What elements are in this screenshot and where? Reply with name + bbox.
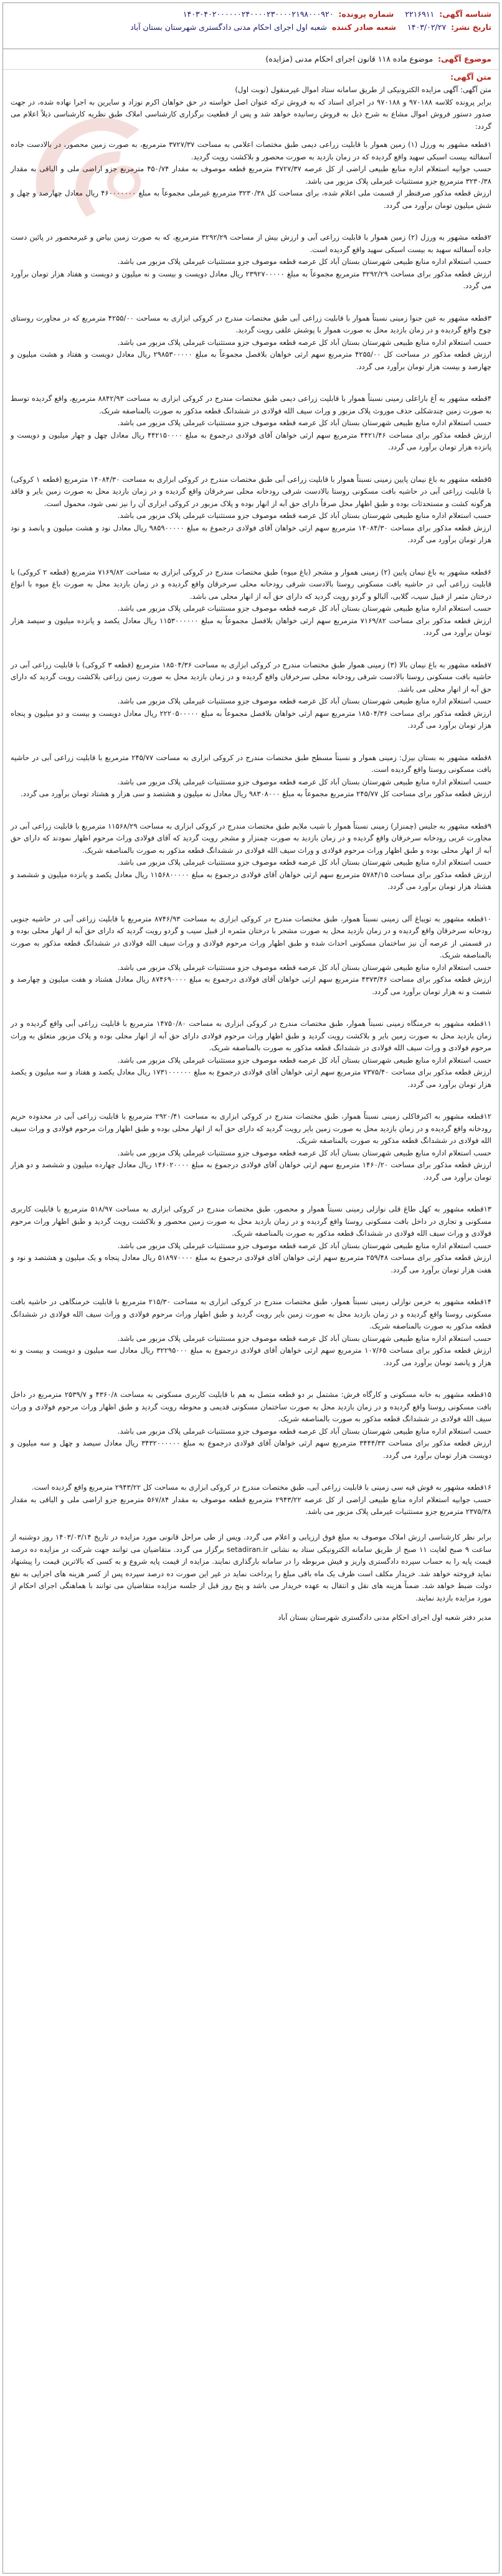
item-valuation: ارزش قطعه مذکور برای مساحت ۲۵۹/۴۸ مترمربع سهم ارثی خواهان آقای فولادی درجموع به مبلغ ۵۱۸۹۷۰۰۰۰ ریال معادل پنجاه و یک میلیون و هشتصد و نود و هفت هزار تومان برآورد می گردد. — [11, 1253, 491, 1274]
land-item-4 — [11, 393, 491, 454]
subject-value: موضوع ماده ۱۱۸ قانون اجرای احکام مدنی (مزایده) — [265, 54, 433, 63]
item-valuation: ارزش قطعه مذکور برای مساحت ۵۷۸۴/۱۵ مترمربع سهم ارثی خواهان آقای فولادی درجموع به مبلغ ۱۱۵۶۸۰۰۰۰۰ ریال معادل یکصد و پانزده میلیون و ششصد و هشتاد هزار تومان برآورد می گردد. — [11, 870, 491, 891]
item-description: ۴قطعه مشهور به آغ باراعلی زمینی نسبتاً هموار با قابلیت زراعی دیمی طبق مختصات مندرج در کروکی ابزاری به مساحت ۸۸۴۲/۹۳ مترمربع، واقع گردیده توسط به صورت زمین چندشکلی حذف موروث پلاک مزبور و وراث سیف الله فولادی در ششدانگ قطعه مذکور به صورت بالمناصفه شریک. — [11, 394, 492, 415]
item-inquiry: حسب استعلام اداره منابع طبیعی شهرستان بستان آباد کل عرصه قطعه موصوف جزو مستثنیات غیرملی پلاک مزبور می باشد. — [117, 1148, 491, 1157]
land-item-8 — [11, 752, 491, 801]
item-description: ۱قطعه مشهور به ورزل (۱) زمین هموار با قابلیت زراعی دیمی طبق مختصات اعلامی به مساحت ۳۷۲۷/۳۷ مترمربع، به صورت زمین محصور، در بالادست جاده آسفالته بیست اسبکی سهید واقع گردیده که در زمان بازدید به صورت محصور و بلاکشت رویت گردید. — [11, 140, 491, 161]
text-label-line — [3, 70, 499, 82]
item-inquiry: حسب استعلام اداره منابع طبیعی شهرستان بستان آباد کل عرصه قطعه موصوف جزو مستثنیات غیرملی پلاک مزبور می باشد. — [117, 858, 491, 867]
item-description: ۱۳قطعه مشهور به کهل طاغ قلی نوازلی زمینی نسبتاً هموار و محصور، طبق مختصات مندرج در کروکی ابزاری به مساحت ۵۱۸/۹۷ مترمربع با قابلیت کاربری مسکونی و تجاری در داخل بافت مسکونی روستا واقع گردیده و در زمان بازدید محل به صورت زمین محصور و بلاکشت رویت گردید و طبق اظهار وراث مرحوم فولادی و وراث سیف الله فولادی در ششدانگ قطعه مذکور به صورت بالمناصفه شریک. — [11, 1205, 491, 1238]
land-item-10 — [11, 913, 491, 999]
land-item-3 — [11, 313, 491, 374]
land-item-15 — [11, 1389, 491, 1462]
tracking-label: شماره پرونده: — [338, 9, 394, 19]
publish-date-label: تاریخ نشر: — [451, 22, 491, 32]
item-inquiry: حسب استعلام اداره منابع طبیعی شهرستان بستان آباد کل عرصه قطعه موصوف جزو مستثنیات غیرملی پلاک مزبور می باشد. — [117, 511, 491, 520]
land-item-1 — [11, 139, 491, 212]
item-inquiry: حسب استعلام اداره منابع طبیعی شهرستان بستان آباد کل عرصه قطعه موصوف جزو مستثنیات غیرملی پلاک مزبور می باشد. — [117, 1055, 491, 1065]
item-description: ۲قطعه مشهور به ورزل (۲) زمین هموار با قابلیت زراعی آبی و ارزش بیش از مساحت ۳۲۹۲/۲۹ مترمربع، که به صورت زمین بیاض و غیرمحصور در پائین دست جاده آسفالته سهید به بیست اسبکی سهید واقع گردیده است. — [11, 233, 491, 254]
item-inquiry: حسب استعلام اداره منابع طبیعی شهرستان بستان آباد کل عرصه قطعه موصوف جزو مستثنیات غیرملی پلاک مزبور می باشد. — [117, 697, 491, 705]
land-item-13 — [11, 1203, 491, 1276]
item-description: ۷قطعه مشهور به باغ نیمان بالا (۳) زمینی هموار طبق مختصات مندرج در کروکی ابزاری به مساحت ۱۸۵۰۴/۳۶ مترمربع (قطعه ۳ کروکی) با قابلیت زراعی آبی در حاشیه بافت مسکونی روستا بالادست شرقی رودخانه محلی سرخرقان واقع گردیده و در زمان بازدید محل به صورت زمین زراعی بلاکشت رویت گردید که دارای حق آبه از انهار محلی می باشد. — [11, 660, 491, 693]
issuer — [130, 22, 396, 32]
item-inquiry: حسب استعلام اداره منابع طبیعی شهرستان بستان آباد کل عرصه قطعه موصوف جزو مستثنیات غیرملی پلاک مزبور می باشد. — [117, 604, 491, 613]
land-item-9 — [11, 820, 491, 893]
item-description: ۶قطعه مشهور به باغ نیمان پایین (۲) زمینی هموار و مشجر (باغ میوه) طبق مختصات مندرج در کروکی ابزاری به مساحت ۷۱۶۹/۸۲ مترمربع (قطعه ۲ کروکی) با قابلیت زراعی آبی در حاشیه بافت مسکونی روستا بالادست شرقی رودخانه محلی سرخرقان واقع گردیده و در زمان بازدید محل به صورت باغ میوه با انواع درختان مثمر از قبیل سیب، گلابی، آلبالو و گردو رویت گردید که دارای حق آبه از انهار محلی می باشد. — [11, 567, 492, 601]
issuer-label: شعبه صادر کننده — [331, 22, 397, 32]
item-valuation: ارزش قطعه مذکور در مساحت کل ۴۲۵۵/۰۰ مترمربع سهم ارثی خواهان بلافصل مجموعاً به مبلغ ۲۹۸۵۳۰۰۰۰۰ ریال معادل دویست و هفتاد و هشت میلیون و چهارصد و بیست هزار تومان برآورد می گردد. — [11, 350, 491, 371]
item-inquiry: حسب استعلام اداره منابع طبیعی شهرستان بستان آباد کل عرصه قطعه موصوف جزو مستثنیات غیرملی پلاک مزبور می باشد. — [117, 257, 491, 266]
item-inquiry: حسب استعلام اداره منابع طبیعی شهرستان بستان آباد کل عرصه قطعه موصوف جزو مستثنیات غیرملی پلاک مزبور می باشد. — [117, 337, 491, 347]
item-valuation: ارزش قطعه مذکور برای مساحت ۷۳۷۵/۴۰ مترمربع سهم ارثی خواهان آقای فولادی درجموع به مبلغ ۱۷۳۱۰۰۰۰۰۰ ریال معادل یکصد و هفتاد و سه میلیون و یکصد هزار تومان برآورد می گردد. — [11, 1068, 491, 1089]
land-item-14 — [11, 1296, 491, 1369]
item-description: ۳قطعه مشهور به عین جنوا زمینی نسبتاً هموار با قابلیت زراعی آبی طبق مختصات مندرج در کروکی ابزاری به مساحت ۴۲۵۵/۰۰ مترمربع که در مجاورت روستای چوخ واقع گردیده و در زمان بازدید محل به صورت هموار با پوشش علفی رویت گردید. — [11, 313, 491, 334]
item-inquiry: حسب استعلام اداره منابع طبیعی شهرستان بستان آباد کل عرصه قطعه موصوف جزو مستثنیات غیرملی پلاک مزبور می باشد. — [117, 1241, 491, 1250]
item-inquiry: حسب جوابیه استعلام اداره منابع طبیعی اراضی از کل عرصه ۳۷۲۷/۳۷ مترمربع قطعه موصوف به مقدار ۴۵۰/۷۴ مترمربع جزو اراضی ملی و الباقی به مقدار ۳۲۳۰/۳۸ مترمربع جزو مستثنیات غیرملی پلاک مزبور می باشد. — [11, 164, 491, 186]
ad-id — [405, 9, 491, 19]
ad-id-value: ۲۲۱۶۹۱۱ — [405, 9, 435, 19]
item-valuation: ارزش قطعه مذکور برای مساحت ۴۳۷۳/۴۶ مترمربع سهم ارثی خواهان آقای فولادی درجموع به مبلغ ۸۷۴۶۹۰۰۰۰ ریال معادل هشتاد و هفت میلیون و چهارصد و شصت و نه هزار تومان برآورد می گردد. — [11, 975, 491, 996]
item-description: ۱۰قطعه مشهور به تویباغ آلی زمینی نسبتاً هموار، طبق مختصات مندرج در کروکی ابزاری به مساحت ۸۷۴۶/۹۳ مترمربع با قابلیت زراعی آبی در حاشیه جنوبی رودخانه سرخرقان واقع گردیده و در زمان بازدید محل به صورت مشجر با درختان مثمره از قبیل سیب و گردو رویت گردید که دارای حق آبه از انهار محلی بوده و در قسمتی از عرصه آن نیز ساختمان مسکونی احداث شده و طبق اظهار وراث مرحوم فولادی و وراث سیف الله فولادی در ششدانگ قطعه مذکور به صورت بالمناصفه شریک. — [11, 914, 492, 959]
item-valuation: ارزش قطعه مذکور برای مساحت ۱۸۵۰۴/۳۶ مترمربع سهم ارثی خواهان بلافصل مجموعاً به مبلغ ۲۲۲۰۵۰۰۰۰۰ ریال معادل دویست و بیست و دو میلیون و پنجاه هزار تومان برآورد می گردد. — [11, 708, 491, 730]
item-valuation: ارزش قطعه مذکور برای مساحت ۳۴۴۴/۳۳ مترمربع سهم ارثی خواهان آقای فولادی درجموع به مبلغ ۳۴۳۲۰۰۰۰۰۰ ریال معادل سیصد و چهل و سه میلیون و دویست هزار تومان برآورد می گردد. — [11, 1439, 492, 1460]
issuer-value: شعبه اول اجرای احکام مدنی دادگستری شهرستان بستان آباد — [130, 22, 327, 32]
land-item-12 — [11, 1111, 491, 1183]
item-description: ۹قطعه مشهور به جلیس (چمنزار) زمینی نسبتاً هموار با شیب ملایم طبق مختصات مندرج در کروکی ابزاری به مساحت ۱۱۵۶۸/۲۹ مترمربع با قابلیت زراعی آبی در مجاورت غربی رودخانه سرخرقان واقع گردیده و در زمان بازدید به صورت چمنزار و مشجر رویت گردید که آقای فولادی وراث مرحوم اظهار نمودند که دارای حق آبه از انهار محلی بوده و طبق اظهار وراث مرحوم فولادی و وراث سیف الله فولادی در ششدانگ قطعه مذکور به صورت بالمناصفه شریک. — [11, 821, 491, 855]
closing-paragraph: برابر نظر کارشناسی ارزش املاک موصوف به مبلغ فوق ارزیابی و اعلام می گردد. ویس از طی مراحل قانونی مورد مزایده در تاریخ ۱۴۰۳/۰۳/۱۴ روز دوشنبه از ساعت ۹ صبح لغایت ۱۱ صبح از طریق سامانه الکترونیکی ستاد به نشانی setadiran.ir برگزار می گردد. متقاضیان می توانند جهت شرکت در مزایده ده درصد قیمت پایه را به حساب سپرده دادگستری واریز و فیش مربوطه را در سامانه بارگذاری نمایند. مزایده از قیمت پایه شروع و به کسی که بالاترین قیمت را پیشنهاد نماید فروخته خواهد شد. خریدار مکلف است ظرف یک ماه باقی مبلغ را پرداخت نماید در غیر این صورت ده درصد سپرده پس از کسر هزینه های اجرایی به نفع دولت ضبط خواهد شد. ضمناً هزینه های نقل و انتقال به عهده خریدار می باشد و پنج روز قبل از جلسه مزایده متقاضیان می توانند با هماهنگی اجرای احکام از مورد مزایده بازدید نمایند. — [11, 1533, 491, 1602]
signature-line: مدیر دفتر شعبه اول اجرای احکام مدنی دادگستری شهرستان بستان آباد — [278, 1612, 491, 1622]
item-valuation: ارزش قطعه مذکور برای مساحت ۱۴۶۰/۲۰ مترمربع سهم ارثی خواهان آقای فولادی درجموع به مبلغ ۱۴۶۰۲۰۰۰۰ ریال معادل چهارده میلیون و ششصد و دو هزار تومان برآورد می گردد. — [11, 1160, 491, 1182]
item-description: ۱۴قطعه مشهور به خرمن نوازلی زمینی نسبتاً هموار، طبق مختصات مندرج در کروکی ابزاری به مساحت ۲۱۵/۳۰ مترمربع با قابلیت خرمنگاهی در حاشیه بافت مسکونی روستا واقع گردیده و در زمان بازدید محل به صورت زمین بایر رویت گردید و طبق اظهار وراث مرحوم فولادی و وراث سیف الله فولادی در ششدانگ قطعه مذکور به صورت بالمناصفه شریک. — [11, 1297, 492, 1330]
item-valuation: ارزش قطعه مذکور برای مساحت ۴۴۲۱/۴۶ مترمربع سهم ارثی خواهان آقای فولادی درجموع به مبلغ ۴۴۲۱۵۰۰۰۰ ریال معادل چهل و چهار میلیون و دویست و پانزده هزار تومان برآورد می گردد. — [11, 430, 492, 451]
land-item-2 — [11, 232, 491, 293]
announcement-subject — [3, 49, 499, 70]
land-item-5 — [11, 474, 491, 547]
item-description: ۱۲قطعه مشهور به اکبرفاکلی زمینی نسبتاً هموار، طبق مختصات مندرج در کروکی ابزاری به مساحت ۲۹۲۰/۴۱ مترمربع با قابلیت زراعی آبی در محدوده حریم رودخانه واقع گردیده و در زمان بازدید محل به صورت زمین بایر رویت گردید که دارای حق آبه از انهار محلی بوده و طبق اظهار وراث مرحوم فولادی و وراث سیف الله فولادی در ششدانگ قطعه مذکور به صورت بالمناصفه شریک. — [11, 1112, 492, 1145]
item-inquiry: حسب استعلام اداره منابع طبیعی شهرستان بستان آباد کل عرصه قطعه موصوف جزو مستثنیات غیرملی پلاک مزبور می باشد. — [117, 962, 491, 972]
item-valuation: ارزش قطعه مذکور برای مساحت ۱۴۰۸۴/۳۰ مترمربع سهم ارثی خواهان آقای فولادی درجموع به مبلغ ۹۸۵۹۰۰۰۰۰ ریال معادل نود و هشت میلیون و پانصد و نود هزار تومان برآورد می گردد. — [11, 523, 491, 544]
item-valuation: ارزش قطعه مذکور برای مساحت ۷۱۶۹/۸۲ مترمربع سهم ارثی خواهان بلافصل مجموعاً به مبلغ ۱۱۵۳۰۰۰۰۰۰ ریال معادل یکصد و پانزده میلیون و سیصد هزار تومان برآورد می گردد. — [11, 616, 491, 637]
item-description: ۱۱قطعه مشهور به خرمنگاه زمینی نسبتاً هموار، طبق مختصات مندرج در کروکی ابزاری به مساحت ۱۴۷۵۰/۸۰ مترمربع با قابلیت زراعی آبی واقع گردیده و در زمان بازدید محل به صورت زمین بایر و بلاکشت رویت گردید و طبق اظهار وراث مرحوم فولادی دارای حق آبه از انهار محلی بوده و پلاک مزبور متعلق به وراث مرحوم فولادی و وراث سیف الله فولادی در ششدانگ قطعه مذکور به صورت بالمناصفه شریک. — [11, 1019, 492, 1052]
item-inquiry: حسب استعلام اداره منابع طبیعی شهرستان بستان آباد کل عرصه قطعه موصوف جزو مستثنیات غیرملی پلاک مزبور می باشد. — [117, 1426, 491, 1436]
item-valuation: ارزش قطعه مذکور صرفنظر از قسمت ملی اعلام شده، برای مساحت کل ۳۲۳۰/۳۸ مترمربع غیرملی مجموعاً به مبلغ ۴۶۰۰۰۰۰۰۰ ریال معادل چهارصد و چهل و شش میلیون تومان برآورد می گردد. — [11, 189, 491, 210]
text-label: متن آگهی: — [450, 72, 491, 82]
item-valuation: حسب جوابیه استعلام اداره منابع طبیعی اراضی از کل عرصه ۲۹۴۳/۲۲ مترمربع قطعه موصوف به مقدار ۵۶۷/۸۴ مترمربع جزو اراضی ملی و الباقی به مقدار ۲۳۷۵/۳۸ مترمربع جزو مستثنیات غیرملی پلاک مزبور می باشد. — [11, 1495, 491, 1516]
item-description: ۱۶قطعه مشهور به قوش قیه سی زمینی با قابلیت زراعی آبی، طبق مختصات مندرج در کروکی ابزاری به مساحت کل ۲۹۴۳/۲۲ مترمربع واقع گردیده است. — [31, 1483, 491, 1492]
land-item-6 — [11, 566, 491, 639]
intro-line: برابر پرونده کلاسه ۹۷۰۱۸۸ و ۹۷۰۱۸۸ در اجرای اسناد که به فروش ترکه عنوان اصل خواسته در حق خواهان اکرم نوزاد و سایرین به اجرا نهاده شده، در جهت صدور دستور فروش اموال مشاع به شرح ذیل به فروش رسانیده خواهد شد و پس از قطعیت برگزاری کارشناسی املاک طبق نظریه کارشناسی ذیلاً اعلام می گردد: — [11, 97, 491, 131]
tracking-number — [183, 9, 394, 19]
item-valuation: ارزش قطعه مذکور برای مساحت ۱۰۷/۶۵ مترمربع سهم ارثی خواهان آقای فولادی درجموع به مبلغ ۳۲۲۹۵۰۰۰ ریال معادل سه میلیون و دویست و بیست و نه هزار و پانصد تومان برآورد می گردد. — [11, 1346, 491, 1367]
ad-id-label: شناسه آگهی: — [439, 9, 491, 19]
announcement-header — [3, 3, 499, 49]
subject-label: موضوع آگهی: — [438, 54, 491, 63]
announcement-page — [2, 2, 500, 2574]
item-inquiry: حسب استعلام اداره منابع طبیعی شهرستان بستان آباد کل عرصه قطعه موصوف جزو مستثنیات غیرملی پلاک مزبور می باشد. — [117, 777, 491, 786]
item-inquiry: حسب استعلام اداره منابع طبیعی شهرستان بستان آباد کل عرصه قطعه موصوف جزو مستثنیات غیرملی پلاک مزبور می باشد. — [117, 418, 491, 427]
item-inquiry: حسب استعلام اداره منابع طبیعی شهرستان بستان آباد کل عرصه قطعه موصوف جزو مستثنیات غیرملی پلاک مزبور می باشد. — [117, 1333, 491, 1343]
intro-line: متن آگهی: آگهی مزایده الکترونیکی از طریق سامانه ستاد اموال غیرمنقول (نوبت اول) — [235, 85, 491, 94]
item-description: ۱۵قطعه مشهور به خانه مسکونی و کارگاه فرش: مشتمل بر دو قطعه متصل به هم با قابلیت کاربری مسکونی به مساحت ۴۳۶۰/۸ و ۲۵۳۹/۷ مترمربع در داخل بافت مسکونی روستا واقع گردیده و در زمان بازدید محل به صورت ساختمان مسکونی قدیمی و محوطه رویت گردید و طبق اظهار وراث مرحوم فولادی و وراث سیف الله فولادی در ششدانگ قطعه مذکور به صورت بالمناصفه شریک. — [11, 1390, 491, 1423]
items-list — [11, 139, 491, 1518]
publish-date — [407, 22, 491, 32]
tracking-value: ۱۴۰۳۰۴۰۲۰۰۰۰۰۰۲۴۰۰۰۰۲۳۰۰۰۰۲۱۹۸۰۰۰۹۲۰ — [182, 9, 334, 19]
item-description: ۵قطعه مشهور به باغ نیمان پایین زمینی نسبتاً هموار با قابلیت زراعی آبی طبق مختصات مندرج در کروکی ابزاری به مساحت ۱۴۰۸۴/۳۰ مترمربع (قطعه ۱ کروکی) با قابلیت زراعی آبی در حاشیه بافت مسکونی روستا بالادست شرقی رودخانه محلی سرخرقان واقع گردیده و در زمان بازدید محل به صورت زمین بایر و فاقد هرگونه کشت و مستحدثات بوده و طبق اظهار محل صرفاً دارای حق آبه از انهار بوده و پلاک مزبور در کروکی ابزاری آن را نیز نمی شود، محمول است. — [11, 474, 491, 508]
item-valuation: ارزش قطعه مذکور برای مساحت ۳۲۹۲/۲۹ مترمربع مجموعاً به مبلغ ۲۳۹۲۷۰۰۰۰۰ ریال معادل دویست و بیست و نه میلیون و دویست و هفتاد هزار تومان برآورد می گردد. — [11, 269, 491, 290]
land-item-7 — [11, 659, 491, 732]
item-valuation: ارزش قطعه مذکور برای مساحت کل ۲۴۵/۷۷ مترمربع مجموعاً به مبلغ ۹۸۳۰۸۰۰۰ ریال معادل نه میلیون و هشتصد و سی هزار و هشتاد تومان برآورد می گردد. — [21, 789, 491, 798]
publish-date-value: ۱۴۰۳/۰۲/۲۷ — [407, 22, 447, 32]
announcement-body — [3, 82, 499, 1624]
land-item-11 — [11, 1018, 491, 1091]
land-item-16 — [11, 1482, 491, 1518]
item-description: ۸قطعه مشهور به بستان بیزل: زمینی هموار و نسبتاً مسطح طبق مختصات مندرج در کروکی ابزاری به مساحت ۲۴۵/۷۷ مترمربع با قابلیت زراعی آبی در حاشیه بافت مسکونی روستا واقع گردیده است. — [11, 753, 491, 774]
